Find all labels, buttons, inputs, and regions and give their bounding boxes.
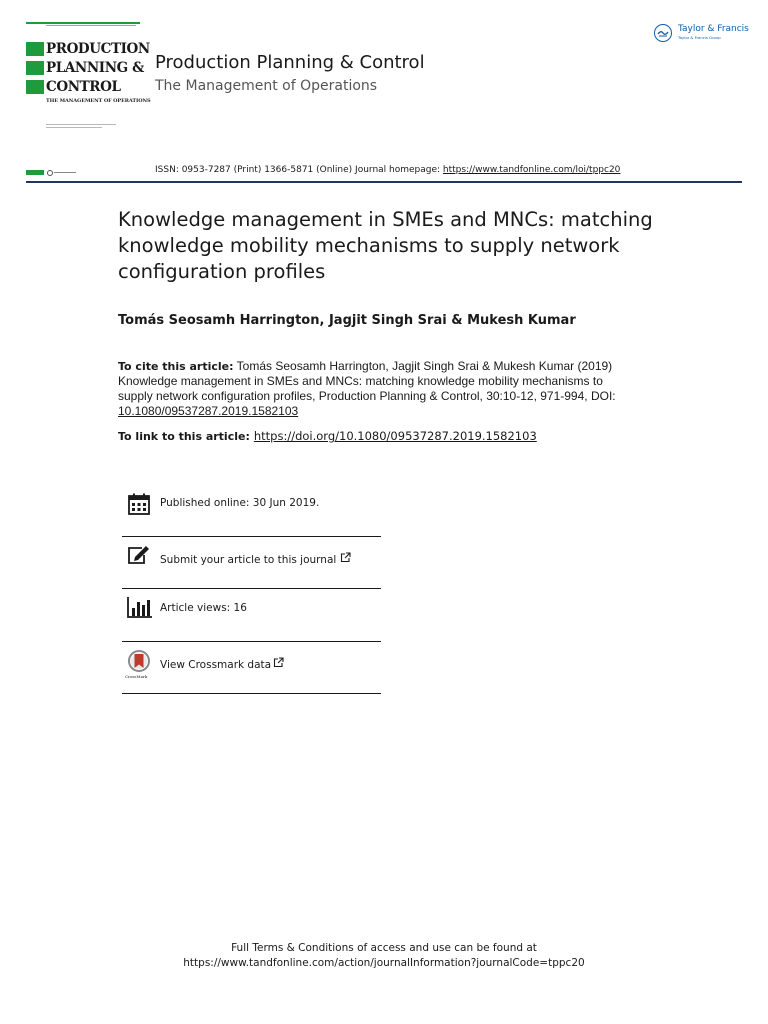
journal-homepage-link[interactable]: https://www.tandfonline.com/loi/tppc20 xyxy=(442,165,621,175)
row-divider xyxy=(122,641,381,642)
cover-fine-text xyxy=(46,127,102,128)
crossmark-label: View Crossmark data xyxy=(160,659,272,671)
crossmark-logo-text: CrossMark xyxy=(125,674,148,679)
row-divider xyxy=(122,588,381,589)
publisher-emblem-icon xyxy=(654,24,672,42)
journal-title: Production Planning & Control xyxy=(155,52,425,73)
cite-text: Tomás Seosamh Harrington, Jagjit Singh Srai & Mukesh Kumar (2019) Knowledge management in SMEs and MNCs: matching knowledge mobility mechanisms to supply network configuration profiles, Production Planning & Control, 30:10-12, 971-994, DOI: xyxy=(118,359,616,403)
edit-icon xyxy=(127,543,151,567)
cite-label: To cite this article: xyxy=(118,360,234,373)
mini-logo-icon xyxy=(47,170,53,176)
terms-footer xyxy=(0,941,768,971)
cover-title-line: CONTROL xyxy=(46,79,121,95)
bar-chart-icon xyxy=(127,595,151,619)
mini-green-bar xyxy=(26,170,44,175)
issn-line xyxy=(155,165,620,175)
cover-green-band xyxy=(26,42,44,56)
article-link-line xyxy=(118,429,537,443)
citation-block xyxy=(118,359,638,419)
publisher-name: Taylor & Francis xyxy=(678,24,749,34)
article-views: Article views: 16 xyxy=(160,602,247,614)
terms-url[interactable]: https://www.tandfonline.com/action/journalInformation?journalCode=tppc20 xyxy=(183,957,585,969)
published-row xyxy=(122,490,381,520)
mini-cover-strip xyxy=(26,170,78,176)
cover-top-bar xyxy=(26,22,140,24)
cover-top-rule xyxy=(46,25,136,26)
article-authors: Tomás Seosamh Harrington, Jagjit Singh Srai & Mukesh Kumar xyxy=(118,313,576,328)
views-row xyxy=(122,594,381,624)
mini-text-line xyxy=(54,172,76,173)
submit-article-label: Submit your article to this journal xyxy=(160,554,337,566)
cover-fine-text xyxy=(46,124,116,125)
journal-cover-thumbnail xyxy=(26,22,151,134)
crossmark-row[interactable] xyxy=(122,648,381,682)
publisher-group: Taylor & Francis Group xyxy=(678,35,721,40)
article-title: Knowledge management in SMEs and MNCs: matching knowledge mobility mechanisms to supply network configuration profiles xyxy=(118,208,653,283)
submit-article-link[interactable] xyxy=(160,552,351,566)
cover-title-line: PRODUCTION xyxy=(46,41,150,57)
row-divider xyxy=(122,536,381,537)
article-doi-link[interactable]: https://doi.org/10.1080/09537287.2019.1582103 xyxy=(253,429,537,443)
submit-row[interactable] xyxy=(122,542,381,572)
link-label: To link to this article: xyxy=(118,430,250,443)
crossmark-icon xyxy=(127,650,151,680)
cover-green-band xyxy=(26,61,44,75)
cite-doi-link[interactable]: 10.1080/09537287.2019.1582103 xyxy=(118,404,299,418)
calendar-icon xyxy=(127,492,151,516)
row-divider xyxy=(122,693,381,694)
cover-subtitle: THE MANAGEMENT OF OPERATIONS xyxy=(46,98,151,104)
journal-subtitle: The Management of Operations xyxy=(155,78,378,94)
terms-line: Full Terms & Conditions of access and use can be found at xyxy=(231,942,537,954)
issn-text: ISSN: 0953-7287 (Print) 1366-5871 (Online) Journal homepage: xyxy=(155,165,443,175)
cover-green-band xyxy=(26,80,44,94)
external-link-icon xyxy=(340,552,351,566)
published-date: Published online: 30 Jun 2019. xyxy=(160,497,320,509)
header-divider xyxy=(26,181,742,183)
publisher-logo xyxy=(654,22,750,48)
cover-title-line: PLANNING & xyxy=(46,60,144,76)
external-link-icon xyxy=(273,657,284,671)
crossmark-link[interactable] xyxy=(160,657,284,671)
